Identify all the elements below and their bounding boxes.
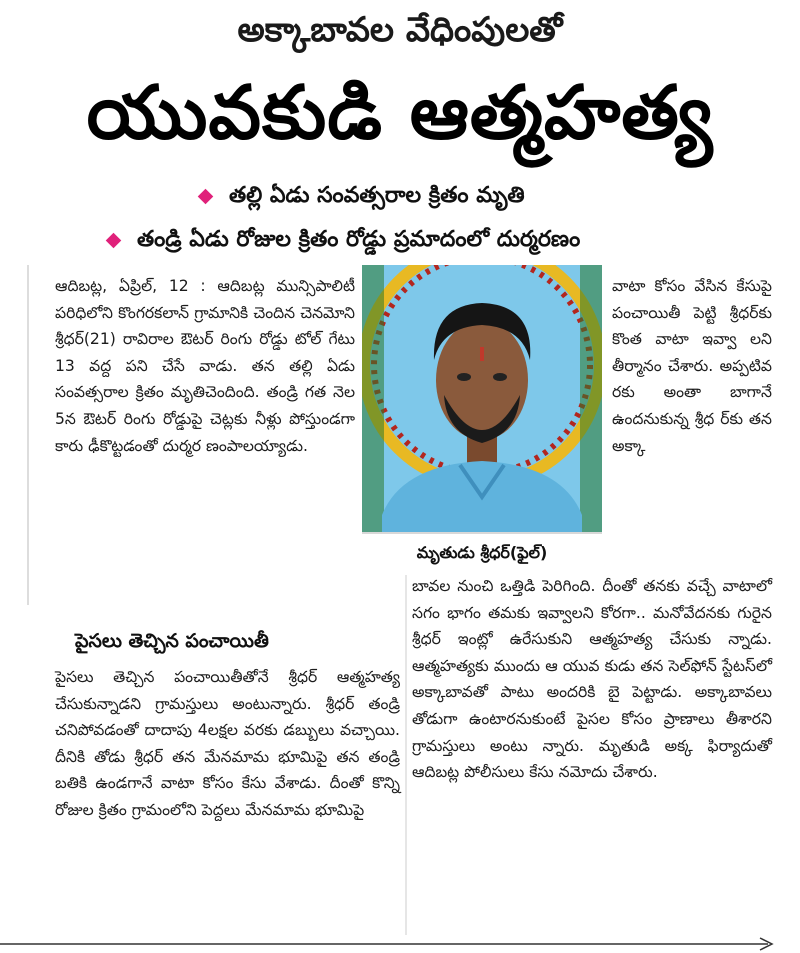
- photo: [362, 265, 602, 570]
- paragraph: వాటా కోసం వేసిన కేసుపై పంచాయితీ పెట్టి శ్రీధర్‌కు కొంత వాటా ఇవ్వా లని తీర్మానం చేశారు. అప్పటివ రకు అంతా బాగానే ఉందనుకున్న శ్రీధ ర్‌కు తన అక్కా: [612, 277, 772, 455]
- paragraph: బావల నుంచి ఒత్తిడి పెరిగింది. దీంతో తనకు వచ్చే వాటాలో సగం భాగం తమకు ఇవ్వాలని కోరగా.. మనోవేదనకు గురైన శ్రీధర్ ఇంట్లో ఉరేసుకుని ఆత్మహత్య చేసుకు న్నాడు. ఆత్మహత్యకు ముందు ఆ యువ కుడు తన సెల్‌ఫోన్ స్టేటస్‌లో అక్కాబావతో పాటు అందరికి బై పెట్టాడు. అక్కాబావలు తోడుగా ఉంటారనుకుంటే పైసల కోసం ప్రాణాలు తీశారని గ్రామస్తులు అంటు న్నారు. మృతుడి అక్క ఫిర్యాదుతో ఆదిబట్ల పోలీసులు కేసు నమోదు చేశారు.: [412, 577, 772, 782]
- diamond-bullet-icon: [198, 188, 214, 204]
- diamond-bullet-icon: [106, 232, 122, 248]
- bullet-2: [108, 227, 580, 257]
- paragraph: ఆదిబట్ల, ఏప్రిల్, 12 : ఆదిబట్ల మున్సిపాలిటీ పరిధిలోని కొంగరకలాన్ గ్రామానికి చెందిన చెనమోని శ్రీధర్(21) రావిరాల ఔటర్ రింగు రోడ్డు టోల్ గేటు 13 వద్ద పని చేసే వాడు. తన తల్లి ఏడు సంవత్సరాల క్రితం మృతిచెందింది. తండ్రి గత నెల 5న ఔటర్ రింగు రోడ్డుపై చెట్లకు నీళ్లు పోస్తుండగా కారు ఢీకొట్టడంతో దుర్మర ణంపాలయ్యాడు.: [55, 277, 355, 455]
- column-2-top: [612, 273, 772, 459]
- arrow-right-icon: [760, 938, 772, 950]
- column-2-bottom: [412, 573, 772, 786]
- column-1: [55, 273, 355, 459]
- bullet-2-text: తండ్రి ఏడు రోజుల క్రితం రోడ్డు ప్రమాదంలో దుర్మరణం: [137, 227, 581, 252]
- headline: యువకుడి ఆత్మహత్య: [86, 70, 714, 156]
- subheading: పైసలు తెచ్చిన పంచాయితీ: [75, 630, 269, 652]
- bullet-1-text: తల్లి ఏడు సంవత్సరాల క్రితం మృతి: [229, 183, 525, 208]
- paragraph: పైసలు తెచ్చిన పంచాయితీతోనే శ్రీధర్ ఆత్మహత్య చేసుకున్నాడని గ్రామస్తులు అంటున్నారు. శ్రీధర్ తండ్రి చనిపోవడంతో దాదాపు 4లక్షల వరకు డబ్బులు వచ్చాయి. దీనికి తోడు శ్రీధర్ తన మేనమామ భూమిపై తన తండ్రి బతికి ఉండగానే వాటా కోసం కేసు వేశాడు. దీంతో కొన్ని రోజుల క్రితం గ్రామంలోని పెద్దలు మేనమామ భూమిపై: [55, 668, 400, 819]
- bullet-1: [200, 183, 525, 213]
- portrait-image: [362, 265, 602, 570]
- photo-caption: మృతుడు శ్రీధర్(ఫైల్): [362, 532, 602, 572]
- column-1b: [55, 664, 400, 824]
- kicker: అక్కాబావల వేధింపులతో: [237, 10, 563, 50]
